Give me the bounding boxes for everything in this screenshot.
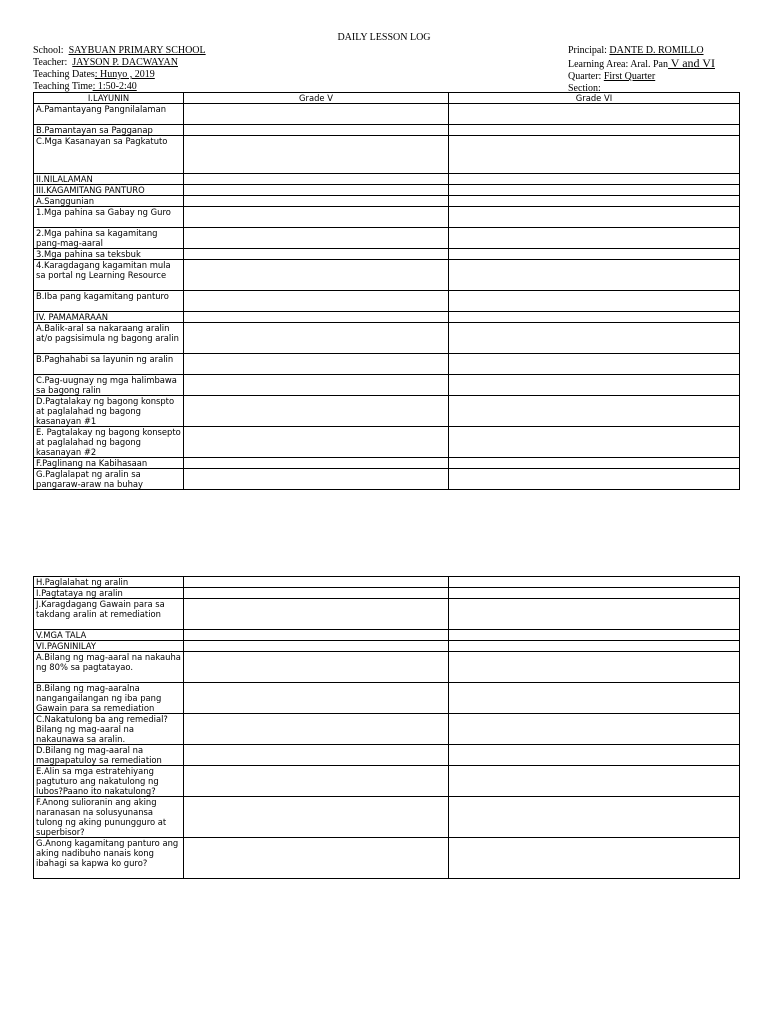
row-label: G.Paglalapat ng aralin sa pangaraw-araw na buhay (34, 469, 184, 490)
row-label: IV. PAMAMARAAN (34, 312, 184, 323)
table-row (34, 838, 740, 879)
grade-v-cell[interactable] (184, 427, 449, 458)
column-header-layunin: I.LAYUNIN (34, 93, 184, 104)
row-label: I.Pagtataya ng aralin (34, 588, 184, 599)
row-label: 1.Mga pahina sa Gabay ng Guro (34, 207, 184, 228)
grade-v-cell[interactable] (184, 797, 449, 838)
grade-v-cell[interactable] (184, 630, 449, 641)
table-row (34, 354, 740, 375)
table-row (34, 375, 740, 396)
header-right (568, 45, 715, 95)
quarter-label: Quarter: (568, 71, 602, 82)
grade-vi-cell[interactable] (449, 312, 740, 323)
section-label: Section: (568, 83, 601, 94)
grade-vi-cell[interactable] (449, 714, 740, 745)
grade-v-cell[interactable] (184, 185, 449, 196)
table-row (34, 797, 740, 838)
grade-vi-cell[interactable] (449, 469, 740, 490)
grade-v-cell[interactable] (184, 683, 449, 714)
table-row (34, 458, 740, 469)
grade-v-cell[interactable] (184, 375, 449, 396)
quarter-line (568, 71, 715, 83)
row-label: C.Pag-uugnay ng mga halimbawa sa bagong ralin (34, 375, 184, 396)
grade-vi-cell[interactable] (449, 354, 740, 375)
lesson-log-table-1 (33, 92, 740, 490)
column-header-grade-v: Grade V (184, 93, 449, 104)
row-label: A.Bilang ng mag-aaral na nakauha ng 80% sa pagtatayao. (34, 652, 184, 683)
grade-vi-cell[interactable] (449, 375, 740, 396)
table-row (34, 136, 740, 174)
grade-v-cell[interactable] (184, 354, 449, 375)
grade-vi-cell[interactable] (449, 228, 740, 249)
school-value: SAYBUAN PRIMARY SCHOOL (68, 45, 206, 56)
grade-v-cell[interactable] (184, 196, 449, 207)
row-label: V.MGA TALA (34, 630, 184, 641)
row-label: E.Alin sa mga estratehiyang pagtuturo ang nakatulong ng lubos?Paano ito nakatulong? (34, 766, 184, 797)
quarter-value: First Quarter (603, 71, 656, 82)
area-value: V and VI (667, 56, 715, 70)
row-label: E. Pagtalakay ng bagong konsepto at paglalahad ng bagong kasanayan #2 (34, 427, 184, 458)
teacher-line (33, 57, 206, 69)
grade-v-cell[interactable] (184, 588, 449, 599)
row-label: D.Pagtalakay ng bagong konspto at paglalahad ng bagong kasanayan #1 (34, 396, 184, 427)
grade-v-cell[interactable] (184, 577, 449, 588)
grade-v-cell[interactable] (184, 599, 449, 630)
grade-v-cell[interactable] (184, 260, 449, 291)
row-label: B.Bilang ng mag-aaralna nangangailangan ng iba pang Gawain para sa remediation (34, 683, 184, 714)
row-label: H.Paglalahat ng aralin (34, 577, 184, 588)
row-label: A.Pamantayang Pangnilalaman (34, 104, 184, 125)
grade-v-cell[interactable] (184, 249, 449, 260)
grade-vi-cell[interactable] (449, 766, 740, 797)
row-label: C.Mga Kasanayan sa Pagkatuto (34, 136, 184, 174)
grade-vi-cell[interactable] (449, 207, 740, 228)
area-line (568, 57, 715, 71)
grade-vi-cell[interactable] (449, 630, 740, 641)
grade-vi-cell[interactable] (449, 458, 740, 469)
grade-vi-cell[interactable] (449, 577, 740, 588)
table-row (34, 207, 740, 228)
lesson-log-table-2 (33, 576, 740, 879)
table-row (34, 745, 740, 766)
principal-label: Principal: (568, 45, 607, 56)
table-row (34, 312, 740, 323)
time-label: Teaching Time (33, 81, 93, 92)
table-row (34, 291, 740, 312)
row-label: VI.PAGNINILAY (34, 641, 184, 652)
table-row (34, 469, 740, 490)
row-label: C.Nakatulong ba ang remedial? Bilang ng mag-aaral na nakaunawa sa aralin. (34, 714, 184, 745)
table-row (34, 714, 740, 745)
table-row (34, 125, 740, 136)
principal-value: DANTE D. ROMILLO (609, 45, 704, 56)
grade-vi-cell[interactable] (449, 249, 740, 260)
section-value: _________ (600, 83, 649, 94)
table-row (34, 196, 740, 207)
table-row (34, 577, 740, 588)
grade-vi-cell[interactable] (449, 599, 740, 630)
grade-vi-cell[interactable] (449, 136, 740, 174)
row-label: G.Anong kagamitang panturo ang aking nadibuho nanais kong ibahagi sa kapwa ko guro? (34, 838, 184, 879)
column-header-row (34, 93, 740, 104)
grade-v-cell[interactable] (184, 469, 449, 490)
grade-v-cell[interactable] (184, 323, 449, 354)
grade-v-cell[interactable] (184, 291, 449, 312)
column-header-grade-vi: Grade VI (449, 93, 740, 104)
row-label: B.Iba pang kagamitang panturo (34, 291, 184, 312)
grade-vi-cell[interactable] (449, 588, 740, 599)
grade-vi-cell[interactable] (449, 683, 740, 714)
grade-v-cell[interactable] (184, 207, 449, 228)
row-label: F.Paglinang na Kabihasaan (34, 458, 184, 469)
table-row (34, 185, 740, 196)
table-row (34, 599, 740, 630)
row-label: D.Bilang ng mag-aaral na magpapatuloy sa remediation (34, 745, 184, 766)
grade-v-cell[interactable] (184, 838, 449, 879)
grade-v-cell[interactable] (184, 136, 449, 174)
grade-v-cell[interactable] (184, 652, 449, 683)
table-row (34, 652, 740, 683)
school-label: School: (33, 45, 64, 56)
row-label: J.Karagdagang Gawain para sa takdang aralin at remediation (34, 599, 184, 630)
grade-vi-cell[interactable] (449, 104, 740, 125)
row-label: A.Sanggunian (34, 196, 184, 207)
grade-v-cell[interactable] (184, 125, 449, 136)
teacher-label: Teacher: (33, 57, 68, 68)
row-label: 3.Mga pahina sa teksbuk (34, 249, 184, 260)
grade-vi-cell[interactable] (449, 125, 740, 136)
grade-v-cell[interactable] (184, 714, 449, 745)
grade-vi-cell[interactable] (449, 185, 740, 196)
grade-v-cell[interactable] (184, 312, 449, 323)
grade-vi-cell[interactable] (449, 427, 740, 458)
table-row (34, 683, 740, 714)
table-row (34, 427, 740, 458)
grade-v-cell[interactable] (184, 641, 449, 652)
table-row (34, 174, 740, 185)
row-label: 4.Karagdagang kagamitan mula sa portal ng Learning Resource (34, 260, 184, 291)
row-label: II.NILALAMAN (34, 174, 184, 185)
grade-vi-cell[interactable] (449, 838, 740, 879)
row-label: III.KAGAMITANG PANTURO (34, 185, 184, 196)
grade-vi-cell[interactable] (449, 641, 740, 652)
table-row (34, 323, 740, 354)
grade-v-cell[interactable] (184, 766, 449, 797)
grade-vi-cell[interactable] (449, 797, 740, 838)
table-row (34, 228, 740, 249)
header-left (33, 45, 206, 93)
row-label: F.Anong sulioranin ang aking naranasan na solusyunansa tulong ng aking punungguro at superbisor? (34, 797, 184, 838)
grade-vi-cell[interactable] (449, 745, 740, 766)
area-label: Learning Area: Aral. Pan (568, 59, 668, 70)
grade-vi-cell[interactable] (449, 652, 740, 683)
grade-v-cell[interactable] (184, 745, 449, 766)
grade-vi-cell[interactable] (449, 174, 740, 185)
table-row (34, 260, 740, 291)
table-row (34, 641, 740, 652)
table-row (34, 249, 740, 260)
school-line (33, 45, 206, 57)
row-label: 2.Mga pahina sa kagamitang pang-mag-aaral (34, 228, 184, 249)
grade-v-cell[interactable] (184, 228, 449, 249)
grade-vi-cell[interactable] (449, 196, 740, 207)
document-title: DAILY LESSON LOG (337, 32, 431, 43)
grade-v-cell[interactable] (184, 104, 449, 125)
grade-vi-cell[interactable] (449, 396, 740, 427)
grade-vi-cell[interactable] (449, 323, 740, 354)
row-label: B.Paghahabi sa layunin ng aralin (34, 354, 184, 375)
time-value: : 1:50-2:40 (92, 81, 137, 92)
grade-v-cell[interactable] (184, 174, 449, 185)
grade-vi-cell[interactable] (449, 260, 740, 291)
row-label: A.Balik-aral sa nakaraang aralin at/o pagsisimula ng bagong aralin (34, 323, 184, 354)
table-row (34, 104, 740, 125)
grade-v-cell[interactable] (184, 458, 449, 469)
table-row (34, 588, 740, 599)
table-row (34, 766, 740, 797)
dates-label: Teaching Dates (33, 69, 95, 80)
table-row (34, 630, 740, 641)
teacher-value: JAYSON P. DACWAYAN (72, 57, 178, 68)
dates-line (33, 69, 206, 81)
row-label: B.Pamantayan sa Pagganap (34, 125, 184, 136)
dates-value: : Hunyo , 2019 (94, 69, 155, 80)
table-row (34, 396, 740, 427)
grade-vi-cell[interactable] (449, 291, 740, 312)
grade-v-cell[interactable] (184, 396, 449, 427)
